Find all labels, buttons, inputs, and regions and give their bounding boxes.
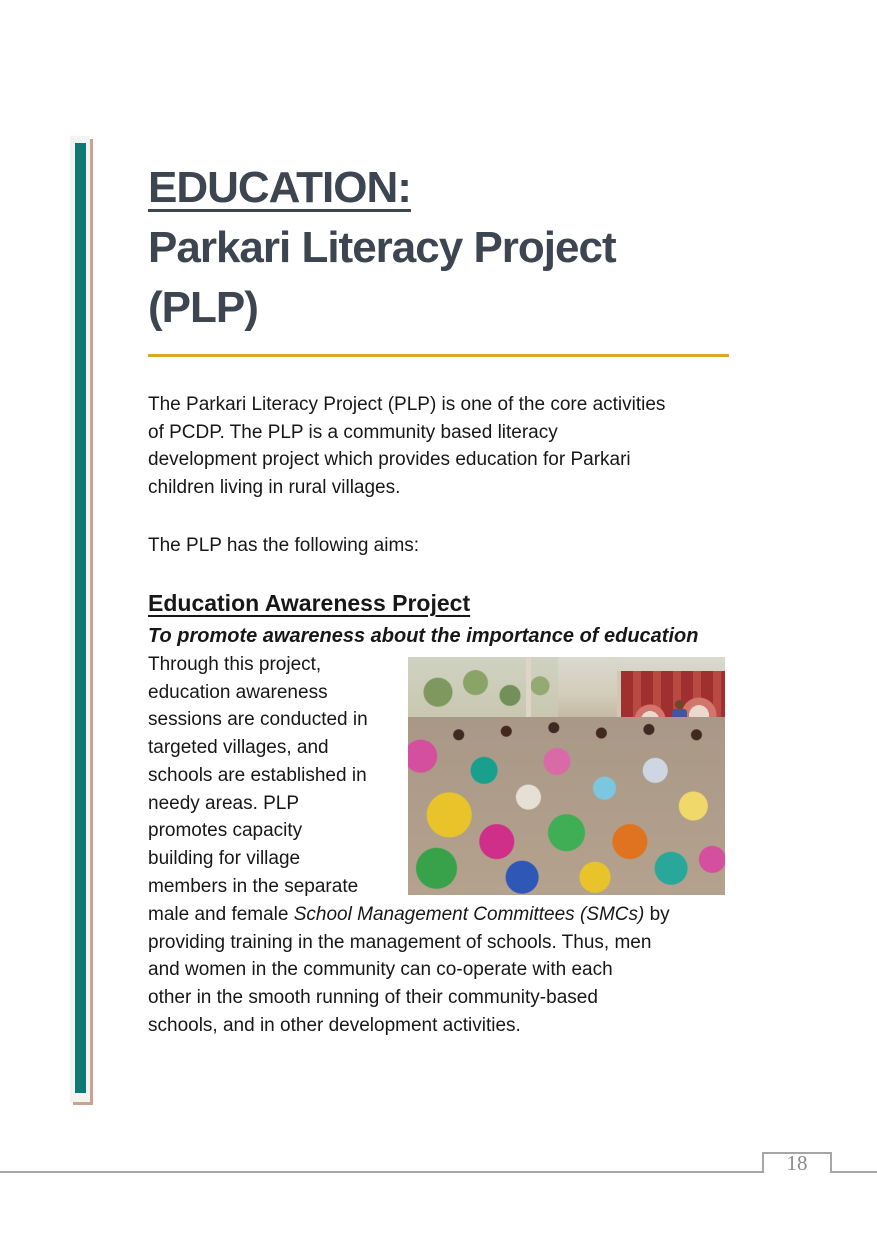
wrapped-line: sessions are conducted in bbox=[148, 709, 368, 731]
tail-line: schools, and in other development activities. bbox=[148, 1014, 521, 1036]
photo-person-head bbox=[675, 700, 684, 709]
title-line-project: Parkari Literacy Project bbox=[148, 223, 616, 272]
section-subheading: To promote awareness about the importance of education bbox=[148, 625, 699, 647]
wrapped-line: building for village bbox=[148, 847, 301, 869]
left-accent-strip bbox=[70, 136, 90, 1102]
wrapped-line: targeted villages, and bbox=[148, 737, 329, 759]
photo-seated-crowd bbox=[408, 717, 725, 895]
tail-line: other in the smooth running of their community-based bbox=[148, 987, 598, 1009]
intro-line: of PCDP. The PLP is a community based literacy bbox=[148, 421, 558, 443]
intro-line: children living in rural villages. bbox=[148, 477, 401, 499]
crowd-photo bbox=[408, 657, 725, 895]
title-line-education: EDUCATION: bbox=[148, 163, 411, 212]
page-number: 18 bbox=[786, 1151, 808, 1175]
smc-line-post: by bbox=[644, 904, 670, 925]
wrapped-line: Through this project, bbox=[148, 654, 322, 675]
tail-paragraph bbox=[148, 901, 738, 1040]
intro-line: The Parkari Literacy Project (PLP) is one of the core activities bbox=[148, 394, 666, 415]
smc-line-pre: male and female bbox=[148, 904, 294, 925]
footer-rule bbox=[0, 1171, 877, 1173]
teal-accent-bar bbox=[75, 143, 86, 1093]
intro-line: development project which provides education for Parkari bbox=[148, 449, 631, 471]
intro-paragraph bbox=[148, 391, 738, 502]
section-heading: Education Awareness Project bbox=[148, 590, 471, 616]
wrapped-line: schools are established in bbox=[148, 764, 367, 786]
gold-divider-rule bbox=[148, 354, 729, 357]
tail-line: and women in the community can co-operate with each bbox=[148, 959, 613, 981]
title-line-plp: (PLP) bbox=[148, 283, 258, 332]
wrapped-line: education awareness bbox=[148, 681, 328, 703]
wrapped-line: members in the separate bbox=[148, 875, 359, 897]
photo-trees bbox=[408, 657, 558, 721]
page-title bbox=[148, 158, 748, 338]
smc-line bbox=[148, 901, 738, 929]
wrapped-line: needy areas. PLP bbox=[148, 792, 300, 814]
aims-sentence: The PLP has the following aims: bbox=[148, 535, 420, 556]
page-number-tab bbox=[762, 1152, 832, 1173]
wrapped-line: promotes capacity bbox=[148, 820, 303, 842]
smc-line-italic: School Management Committees (SMCs) bbox=[293, 904, 645, 925]
tail-line: providing training in the management of schools. Thus, men bbox=[148, 931, 652, 953]
photo-tent-pole bbox=[526, 657, 531, 723]
